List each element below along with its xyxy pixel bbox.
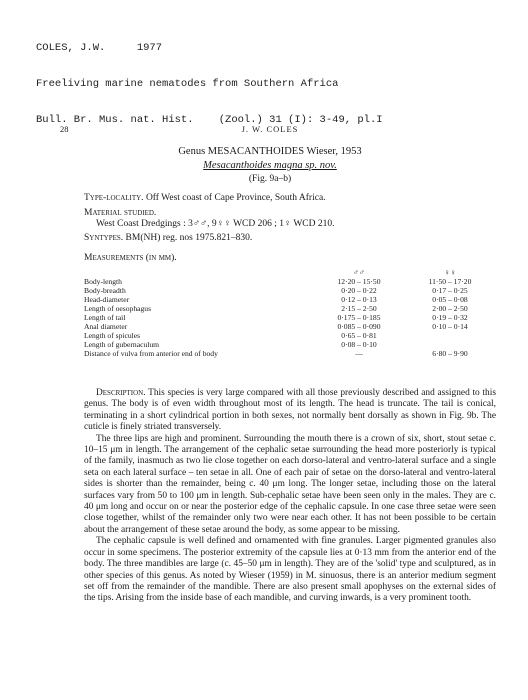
cell-name: Distance of vulva from anterior end of body	[84, 349, 218, 358]
male-column-header: ♂♂	[353, 268, 365, 277]
cell-name: Head-diameter	[84, 295, 130, 304]
cell-name: Anal diameter	[84, 322, 128, 331]
figure-reference: (Fig. 9a–b)	[248, 174, 292, 184]
cell-name: Length of spicules	[84, 331, 141, 340]
cell-male: 0·175 – 0·185	[337, 313, 381, 322]
syntypes	[84, 233, 252, 243]
species-heading: Mesacanthoides magna sp. nov.	[203, 160, 337, 171]
paragraph-description: Description. This species is very large compared with all those previously described and assigned to this genus. The body is of even width throughout most of its length. The head is truncate. The tail is conical, terminating in a short cylindrical portion in both sexes, not normally bent dorsally as shown in Fig. 9b. The cuticle is finely striated transversely.	[84, 388, 496, 433]
cell-female	[404, 331, 496, 340]
cell-male: 12·20 – 15·50	[337, 277, 381, 286]
genus-heading: Genus MESACANTHOIDES Wieser, 1953	[178, 146, 362, 157]
table-row	[84, 313, 496, 322]
cell-name: Length of gubernaculum	[84, 340, 160, 349]
measurements-heading: Measurements (in mm).	[84, 253, 177, 263]
syntypes-label: Syntypes.	[84, 233, 124, 243]
table-row	[84, 304, 496, 313]
table-row	[84, 277, 496, 286]
typed-citation-header	[36, 18, 383, 138]
cell-female: 0·17 – 0·25	[432, 286, 468, 295]
cell-male: 0·20 – 0·22	[341, 286, 377, 295]
paragraph-setae: The three lips are high and prominent. Surrounding the mouth there is a crown of six, short, stout setae c. 10–15 μm in length. The arrangement of the cephalic setae surrounding the head more posteriorly is typical of the family, inasmuch as two lie close together on each dorso-lateral and ventro-lateral surface and a single seta on each lateral surface – ten setae in all. One of each pair of setae on the dorso-lateral and ventro-lateral sides is shorter than the remainder, being c. 40 μm long. The longer setae, including those on the lateral surfaces vary from 50 to 100 μm in length. Sub-cephalic setae have been seen only in the males. They are c. 40 μm long and occur on or near the posterior edge of the cephalic capsule. In one case three setae were seen close together, whilst of the remainder only two were near each other. It has not been possible to be certain about the arrangement of these setae around the body, as some appear to be missing.	[84, 433, 496, 535]
page-number: 28	[60, 124, 69, 134]
cell-female: 0·05 – 0·08	[432, 295, 468, 304]
measurements-table	[84, 265, 496, 358]
cell-name: Length of tail	[84, 313, 126, 322]
cell-male: 0·12 – 0·13	[341, 295, 377, 304]
cell-male: —	[355, 349, 363, 358]
table-row	[84, 295, 496, 304]
cell-female	[404, 340, 496, 349]
table-row	[84, 349, 496, 358]
citation-title: Freeliving marine nematodes from Southern Africa	[36, 78, 339, 90]
cell-male: 0·65 – 0·81	[341, 331, 377, 340]
table-row	[84, 331, 496, 340]
table-row	[84, 286, 496, 295]
syntypes-text: BM(NH) reg. nos 1975.821–830.	[125, 233, 253, 243]
type-locality-text: Off West coast of Cape Province, South Africa.	[145, 193, 326, 203]
female-column-header: ♀♀	[444, 268, 456, 277]
cell-male: 0·08 – 0·10	[341, 340, 377, 349]
paragraph-capsule: The cephalic capsule is well defined and ornamented with fine granules. Larger pigmented granules also occur in some specimens. The posterior extremity of the capsule lies at 0·13 mm from the anterior end of the body. The three mandibles are large (c. 45–50 μm in length). They are of the 'solid' type and sculptured, as in other species of this genus. As noted by Wieser (1959) in M. sinuosus, there is an anterior medium segment set off from the remainder of the mandible. There are also present small apophyses on the external sides of the tips. Arising from the inside base of each mandible, and curving inwards, is a very prominent tooth.	[84, 536, 496, 604]
measurements-header-row	[84, 265, 496, 277]
cell-female: 0·19 – 0·32	[432, 313, 468, 322]
cell-male: 2·15 – 2·50	[341, 304, 377, 313]
cell-female: 11·50 – 17·20	[428, 277, 472, 286]
description-label: Description.	[96, 388, 146, 398]
cell-female: 2·00 – 2·50	[432, 304, 468, 313]
type-locality-label: Type-locality.	[84, 193, 144, 203]
running-head: J. W. COLES	[241, 124, 299, 134]
citation-journal: Bull. Br. Mus. nat. Hist. (Zool.) 31 (I): 3-49, pl.I	[36, 114, 383, 126]
table-row	[84, 340, 496, 349]
citation-author-year: COLES, J.W. 1977	[36, 42, 163, 54]
type-locality	[84, 193, 326, 203]
cell-female: 6·80 – 9·90	[432, 349, 468, 358]
description-text	[84, 388, 496, 605]
cell-name: Body-breadth	[84, 286, 126, 295]
cell-male: 0·085 – 0·090	[337, 322, 381, 331]
material-label: Material studied.	[84, 208, 157, 218]
material-text: West Coast Dredgings : 3♂♂, 9♀♀ WCD 206 ; 1♀ WCD 210.	[96, 219, 335, 229]
cell-name: Length of oesophagus	[84, 304, 152, 313]
cell-name: Body-length	[84, 277, 122, 286]
table-row	[84, 322, 496, 331]
cell-female: 0·10 – 0·14	[432, 322, 468, 331]
